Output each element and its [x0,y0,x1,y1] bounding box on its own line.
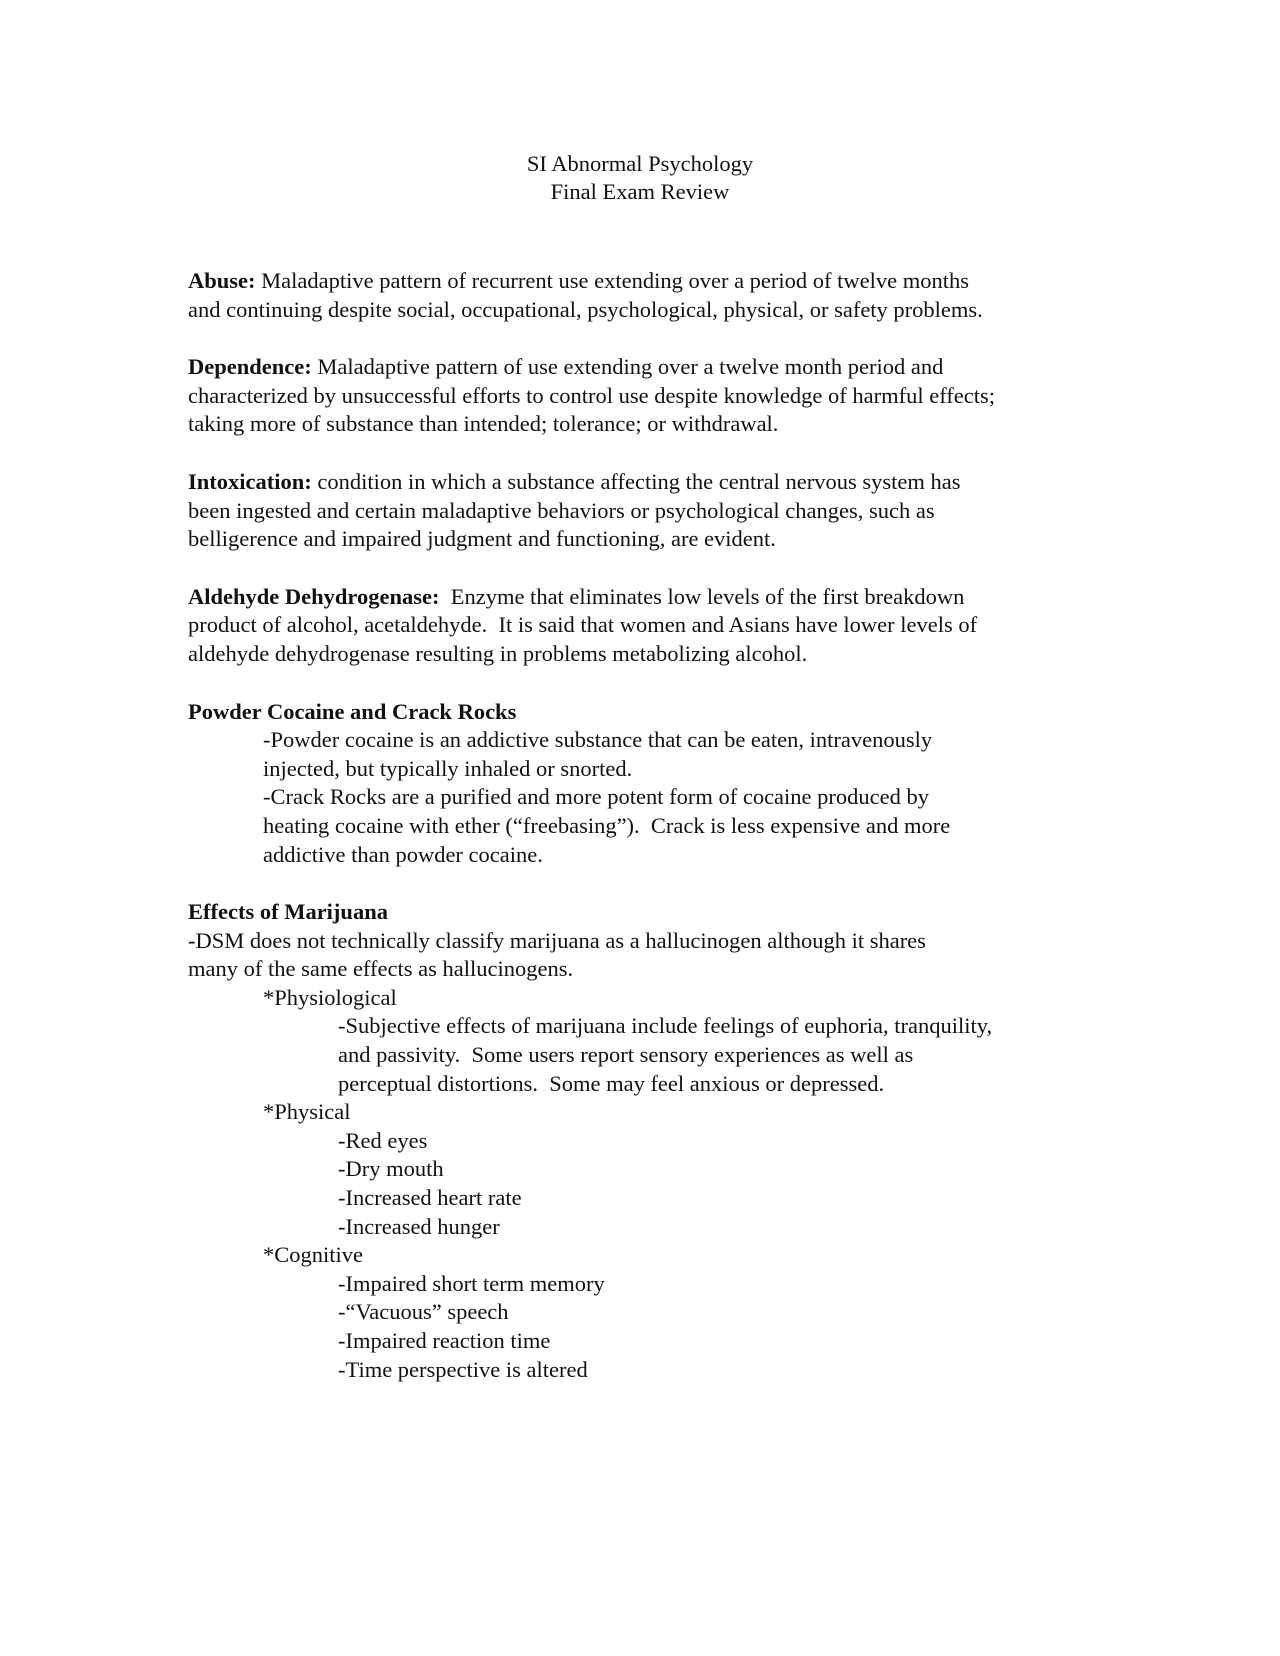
list-item: -Increased heart rate [338,1185,522,1211]
definition-term: Intoxication: [188,468,312,494]
definition-text: taking more of substance than intended; tolerance; or withdrawal. [188,411,779,437]
subsection-label: *Physiological [263,984,397,1010]
physical-effects-list [338,1127,1088,1241]
definition-dependence [188,353,1088,439]
list-item: -Time perspective is altered [338,1356,588,1382]
cognitive-effects-list [338,1270,1088,1384]
body-line: -Crack Rocks are a purified and more potent form of cocaine produced by [263,784,929,810]
definition-text: characterized by unsuccessful efforts to control use despite knowledge of harmful effects; [188,382,996,408]
definition-term: Dependence: [188,354,312,380]
definition-text: Enzyme that eliminates low levels of the first breakdown [439,583,965,609]
body-line: and passivity. Some users report sensory experiences as well as [338,1042,914,1068]
cocaine-description [263,726,1088,869]
body-line: injected, but typically inhaled or snorted. [263,755,633,781]
body-line: heating cocaine with ether (“freebasing”). Crack is less expensive and more [263,812,951,838]
subsection-label: *Cognitive [263,1242,363,1268]
definition-term: Abuse: [188,268,256,293]
document-title: SI Abnormal Psychology [526,151,754,176]
body-line: -Subjective effects of marijuana include feelings of euphoria, tranquility, [338,1013,993,1039]
title-block [0,150,1280,206]
document-body [188,267,1088,1413]
definition-text: belligerence and impaired judgment and functioning, are evident. [188,526,776,552]
list-item: -Dry mouth [338,1156,444,1182]
definition-text: been ingested and certain maladaptive behaviors or psychological changes, such as [188,497,935,523]
body-line: -DSM does not technically classify marijuana as a hallucinogen although it shares [188,927,926,953]
section-cocaine [188,698,1088,870]
body-line: addictive than powder cocaine. [263,841,543,867]
definition-intoxication [188,468,1088,554]
list-item: -“Vacuous” speech [338,1299,509,1325]
list-item: -Impaired short term memory [338,1270,605,1296]
body-line: -Powder cocaine is an addictive substance that can be eaten, intravenously [263,727,933,753]
definition-abuse [188,267,1088,324]
list-item: -Impaired reaction time [338,1328,551,1353]
definition-term: Aldehyde Dehydrogenase: [188,583,440,609]
definition-text: Maladaptive pattern of use extending over a twelve month period and [311,354,944,380]
definition-text: condition in which a substance affecting the central nervous system has [311,468,961,494]
section-heading: Effects of Marijuana [188,899,388,925]
list-item: -Increased hunger [338,1213,500,1239]
physiological-effects [338,1012,1088,1098]
body-line: perceptual distortions. Some may feel anxious or depressed. [338,1070,885,1096]
body-line: many of the same effects as hallucinogens. [188,956,574,982]
definition-text: aldehyde dehydrogenase resulting in problems metabolizing alcohol. [188,640,808,666]
subsection-label: *Physical [263,1099,351,1125]
definition-aldehyde-dehydrogenase [188,583,1088,669]
section-heading: Powder Cocaine and Crack Rocks [188,698,517,724]
list-item: -Red eyes [338,1127,428,1153]
document-subtitle: Final Exam Review [550,179,730,204]
section-marijuana [188,898,1088,1384]
definition-text: and continuing despite social, occupational, psychological, physical, or safety problems. [188,296,983,322]
definition-text: product of alcohol, acetaldehyde. It is said that women and Asians have lower levels of [188,612,978,638]
definition-text: Maladaptive pattern of recurrent use extending over a period of twelve months [255,268,970,293]
